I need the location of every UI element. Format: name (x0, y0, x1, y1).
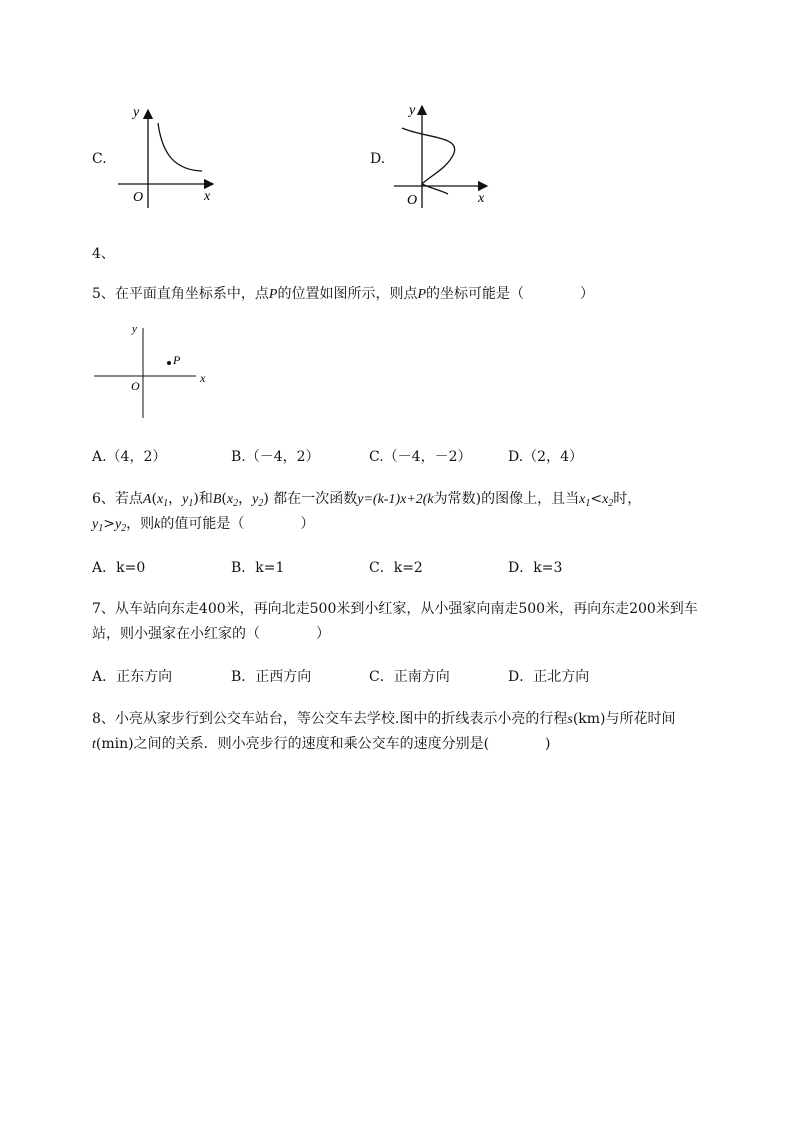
q8-stem-line2 (92, 733, 551, 753)
option-d-label: D. (370, 151, 386, 167)
q8-text: (km)与所花时间 (572, 711, 676, 727)
q6-option-b[interactable]: B．k=1 (231, 560, 285, 576)
q6-var: k (154, 517, 161, 532)
q7-option-b[interactable]: B．正西方向 (231, 669, 312, 685)
q4-number: 4、 (92, 246, 115, 262)
q6-var: x (226, 492, 234, 507)
origin-label: O (133, 190, 144, 205)
q6-var: y (92, 517, 99, 532)
point-p (167, 361, 171, 365)
q6-sub: 2 (233, 498, 239, 509)
x-label: x (204, 189, 211, 204)
q6-symbol: < (590, 491, 603, 507)
q5-number: 5、 (92, 286, 115, 302)
q6-text: 时， (613, 491, 642, 507)
q8-var-t: t (92, 737, 96, 752)
option-c-graph (110, 98, 220, 210)
origin-label: O (131, 379, 140, 393)
q6-sub: 1 (163, 498, 169, 509)
q5-point-p: P (417, 287, 427, 302)
q5-option-a[interactable]: A.（4，2） (92, 449, 167, 465)
q6-point-b: B (212, 492, 222, 507)
curve (402, 128, 455, 194)
q6-var: x (579, 492, 586, 507)
q6-text: 和 (198, 491, 213, 507)
q6-var: y (252, 492, 259, 507)
q7-option-c[interactable]: C．正南方向 (369, 669, 450, 685)
x-label: x (200, 371, 206, 385)
q6-text: 为常数)的图像上，且当 (433, 491, 580, 507)
q5-text-c: 的坐标可能是（ ） (426, 286, 595, 302)
q7-option-a[interactable]: A．正东方向 (92, 669, 173, 685)
q6-stem-line1: 6、若点$A(x_1$，$y_1$)和$B(x_2$，$y_2$) 都在一次函数y=(k-1)x+2(k为常数)的图像上，且当$x_1<x_2$时， (92, 491, 642, 509)
q6-var: y (114, 517, 122, 532)
q5-option-d[interactable]: D.（2，4） (508, 449, 583, 465)
q6-sub: 1 (585, 498, 591, 509)
q6-function: y=(k-1)x+2(k (357, 492, 434, 507)
y-label: y (132, 323, 137, 335)
q6-option-a[interactable]: A．k=0 (92, 560, 146, 576)
q8-text: (min)之间的关系．则小亮步行的速度和乘公交车的速度分别是( ) (95, 736, 551, 752)
q5-text-b: 的位置如图所示，则点 (277, 286, 418, 302)
q6-text: 的值可能是（ ） (160, 516, 315, 532)
q7-stem-line2: 站，则小强家在小红家的（ ） (92, 626, 330, 642)
q8-var-s: s (567, 712, 573, 727)
option-c-label: C. (92, 151, 107, 167)
q5-graph (90, 320, 215, 420)
q6-text: 都在一次函数 (273, 491, 358, 507)
q6-point-a: A (142, 492, 152, 507)
q8-text: 8、小亮从家步行到公交车站台，等公交车去学校.图中的折线表示小亮的行程 (92, 711, 568, 727)
q6-option-c[interactable]: C．k=2 (369, 560, 423, 576)
q6-var: y (182, 492, 189, 507)
q6-text: ，则 (126, 516, 155, 532)
q8-stem-line1 (92, 708, 676, 728)
q6-number: 6、 (92, 491, 115, 507)
q7-stem-line1: 7、从车站向东走400米，再向北走500米到小红家，从小强家向南走500米，再向东走200米到车 (92, 601, 698, 617)
q7-option-d[interactable]: D．正北方向 (508, 669, 590, 685)
origin-label: O (407, 193, 418, 208)
q6-sub: 2 (121, 523, 127, 534)
x-label: x (478, 191, 485, 206)
q6-sub: 1 (98, 523, 104, 534)
point-p-label: P (173, 353, 181, 367)
y-label: y (409, 103, 416, 118)
q6-var: x (156, 492, 164, 507)
q5-option-c[interactable]: C.（－4，－2） (369, 449, 472, 465)
q5-option-b[interactable]: B.（－4，2） (231, 449, 320, 465)
q6-sub: 2 (608, 498, 614, 509)
q6-symbol: > (103, 516, 115, 532)
q6-stem-line2 (92, 513, 314, 534)
option-d-graph (390, 98, 500, 210)
q6-option-d[interactable]: D．k=3 (508, 560, 563, 576)
q6-sub: 1 (188, 498, 194, 509)
y-label: y (133, 105, 140, 120)
q5-stem (92, 283, 594, 303)
q6-var: x (602, 492, 609, 507)
q6-sub: 2 (258, 498, 264, 509)
q5-point-p: P (268, 287, 278, 302)
q5-text-a: 在平面直角坐标系中，点 (114, 286, 269, 302)
curve (158, 123, 202, 171)
q6-text: 若点 (114, 491, 143, 507)
